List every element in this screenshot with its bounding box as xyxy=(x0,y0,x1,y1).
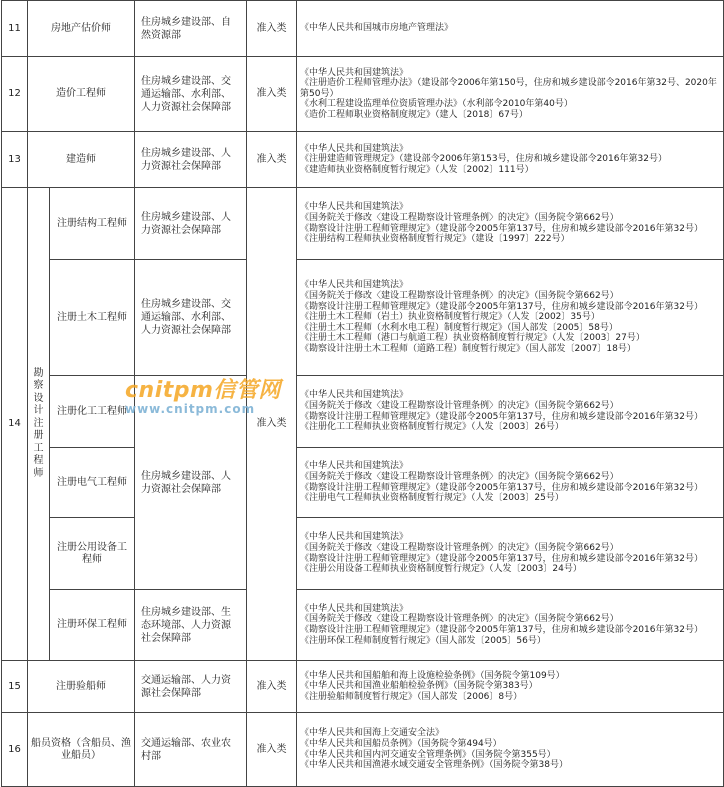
table-row xyxy=(2,661,724,713)
law-line: 《中华人民共和国建筑法》 xyxy=(300,67,409,78)
qualification-name: 房地产估价师 xyxy=(28,1,135,57)
law-line: 《勘察设计注册工程师管理规定》（建设部令2005年第137号，住房和城乡建设部令2016年第32号） xyxy=(300,411,703,422)
sub-qualification-name: 注册化工工程师 xyxy=(50,376,135,448)
law-line: 《中华人民共和国建筑法》 xyxy=(300,390,409,401)
law-line: 《中华人民共和国建筑法》 xyxy=(300,461,409,472)
qualification-name: 注册验船师 xyxy=(28,661,135,713)
watermark-url: www.cnitpm.com xyxy=(125,402,256,416)
law-line: 《注册土木工程师（港口与航道工程）执业资格制度暂行规定》（人发〔2003〕27号） xyxy=(300,333,645,344)
law-line: 《中华人民共和国建筑法》 xyxy=(300,202,409,213)
legal-basis xyxy=(297,188,724,260)
qualification-type: 准入类 xyxy=(247,132,297,188)
legal-basis xyxy=(297,260,724,376)
table-row xyxy=(2,448,724,518)
qualification-type: 准入类 xyxy=(247,57,297,132)
department: 住房城乡建设部、交通运输部、水利部、人力资源社会保障部 xyxy=(135,260,247,376)
sub-qualification-name: 注册结构工程师 xyxy=(50,188,135,260)
table-row xyxy=(2,1,724,57)
legal-basis xyxy=(297,448,724,518)
legal-basis xyxy=(297,661,724,713)
law-line: 《注册化工工程师执业资格制度暂行规定》（人发〔2003〕26号） xyxy=(300,422,564,433)
legal-basis xyxy=(297,132,724,188)
law-line: 《勘察设计注册工程师管理规定》（建设部令2005年第137号，住房和城乡建设部令2016年第32号） xyxy=(300,553,703,564)
qualification-table xyxy=(1,0,724,787)
watermark-brand: cnitpm信管网 xyxy=(125,378,281,403)
law-line: 《建造师执业资格制度暂行规定》（人发〔2002〕111号） xyxy=(300,164,534,175)
table-row xyxy=(2,57,724,132)
department: 交通运输部、人力资源社会保障部 xyxy=(135,661,247,713)
qualification-name: 造价工程师 xyxy=(28,57,135,132)
law-line: 《中华人民共和国渔港水域交通安全管理条例》（国务院令第38号） xyxy=(300,760,568,771)
law-line: 《中华人民共和国船员条例》（国务院令第494号） xyxy=(300,738,502,749)
law-line: 《中华人民共和国建筑法》 xyxy=(300,280,409,291)
law-line: 《国务院关于修改〈建设工程勘察设计管理条例〉的决定》（国务院令第662号） xyxy=(300,614,619,625)
legal-basis xyxy=(297,713,724,787)
law-line: 《中华人民共和国建筑法》 xyxy=(300,143,409,154)
law-line: 《中华人民共和国海上交通安全法》 xyxy=(300,728,445,739)
table-row xyxy=(2,132,724,188)
law-line: 《中华人民共和国建筑法》 xyxy=(300,603,409,614)
qualification-type: 准入类 xyxy=(247,188,297,661)
law-line: 《中华人民共和国城市房地产管理法》 xyxy=(300,23,454,34)
table-row xyxy=(2,518,724,590)
law-line: 《注册造价工程师管理办法》（建设部令2006年第150号，住房和城乡建设部令2016年第32号、2020年第50号） xyxy=(300,78,717,99)
department: 住房城乡建设部、交通运输部、水利部、人力资源社会保障部 xyxy=(135,57,247,132)
qualification-type: 准入类 xyxy=(247,661,297,713)
table-row xyxy=(2,376,724,448)
legal-basis xyxy=(297,57,724,132)
law-line: 《注册环保工程师制度暂行规定》（国人部发〔2005〕56号） xyxy=(300,635,546,646)
law-line: 《国务院关于修改〈建设工程勘察设计管理条例〉的决定》（国务院令第662号） xyxy=(300,291,619,302)
table-row xyxy=(2,260,724,376)
department: 交通运输部、农业农村部 xyxy=(135,713,247,787)
legal-basis xyxy=(297,1,724,57)
sub-qualification-name: 注册公用设备工程师 xyxy=(50,518,135,590)
law-line: 《勘察设计注册工程师管理规定》（建设部令2005年第137号，住房和城乡建设部令2016年第32号） xyxy=(300,625,703,635)
law-line: 《造价工程师职业资格制度规定》（建人〔2018〕67号） xyxy=(300,109,528,120)
law-line: 《国务院关于修改〈建设工程勘察设计管理条例〉的决定》（国务院令第662号） xyxy=(300,471,619,482)
department: 住房城乡建设部、人力资源社会保障部 xyxy=(135,188,247,260)
qualification-type: 准入类 xyxy=(247,713,297,787)
law-line: 《注册公用设备工程师执业资格制度暂行规定》（人发〔2003〕24号） xyxy=(300,564,582,575)
legal-basis xyxy=(297,376,724,448)
department: 住房城乡建设部、自然资源部 xyxy=(135,1,247,57)
department: 住房城乡建设部、人力资源社会保障部 xyxy=(135,376,247,590)
department: 住房城乡建设部、人力资源社会保障部 xyxy=(135,132,247,188)
law-line: 《注册土木工程师（岩土）执业资格制度暂行规定》（人发〔2002〕35号） xyxy=(300,312,600,323)
law-line: 《中华人民共和国内河交通安全管理条例》（国务院令第355号） xyxy=(300,749,556,760)
law-line: 《勘察设计注册工程师管理规定》（建设部令2005年第137号，住房和城乡建设部令2016年第32号） xyxy=(300,223,703,234)
law-line: 《中华人民共和国船舶和海上设施检验条例》（国务院令第109号） xyxy=(300,670,565,681)
sub-qualification-name: 注册环保工程师 xyxy=(50,590,135,661)
law-line: 《勘察设计注册工程师管理规定》（建设部令2005年第137号，住房和城乡建设部令2016年第32号） xyxy=(300,301,703,312)
law-line: 《水利工程建设监理单位资质管理办法》（水利部令2010年第40号） xyxy=(300,99,573,110)
legal-basis xyxy=(297,518,724,590)
law-line: 《国务院关于修改〈建设工程勘察设计管理条例〉的决定》（国务院令第662号） xyxy=(300,212,619,223)
law-line: 《注册验船师制度暂行规定》（国人部发〔2006〕8号） xyxy=(300,691,523,702)
sub-qualification-name: 注册土木工程师 xyxy=(50,260,135,376)
law-line: 《中华人民共和国建筑法》 xyxy=(300,532,409,543)
row-number: 12 xyxy=(2,57,28,132)
law-line: 《勘察设计注册土木工程师（道路工程）制度暂行规定》（国人部发〔2007〕18号） xyxy=(300,343,636,354)
table-row xyxy=(2,713,724,787)
law-line: 《注册土木工程师（水利水电工程）制度暂行规定》（国人部发〔2005〕58号） xyxy=(300,322,618,333)
law-line: 《国务院关于修改〈建设工程勘察设计管理条例〉的决定》（国务院令第662号） xyxy=(300,542,619,553)
row-number: 14 xyxy=(2,188,28,661)
qualification-type: 准入类 xyxy=(247,1,297,57)
law-line: 《注册电气工程师执业资格制度暂行规定》（人发〔2003〕25号） xyxy=(300,493,564,504)
law-line: 《勘察设计注册工程师管理规定》（建设部令2005年第137号，住房和城乡建设部令2016年第32号） xyxy=(300,482,703,493)
law-line: 《注册结构工程师执业资格制度暂行规定》（建设〔1997〕222号） xyxy=(300,234,570,245)
table-row xyxy=(2,590,724,661)
law-line: 《注册建造师管理规定》（建设部令2006年第153号，住房和城乡建设部令2016年第32号） xyxy=(300,154,667,165)
department: 住房城乡建设部、生态环境部、人力资源社会保障部 xyxy=(135,590,247,661)
group-name: 勘察设计注册工程师 xyxy=(28,188,50,661)
law-line: 《中华人民共和国渔业船舶检验条例》（国务院令第383号） xyxy=(300,681,538,692)
qualification-name: 建造师 xyxy=(28,132,135,188)
row-number: 15 xyxy=(2,661,28,713)
row-number: 11 xyxy=(2,1,28,57)
row-number: 16 xyxy=(2,713,28,787)
legal-basis xyxy=(297,590,724,661)
row-number: 13 xyxy=(2,132,28,188)
table-row xyxy=(2,188,724,260)
sub-qualification-name: 注册电气工程师 xyxy=(50,448,135,518)
qualification-name: 船员资格（含船员、渔业船员） xyxy=(28,713,135,787)
law-line: 《国务院关于修改〈建设工程勘察设计管理条例〉的决定》（国务院令第662号） xyxy=(300,400,619,411)
